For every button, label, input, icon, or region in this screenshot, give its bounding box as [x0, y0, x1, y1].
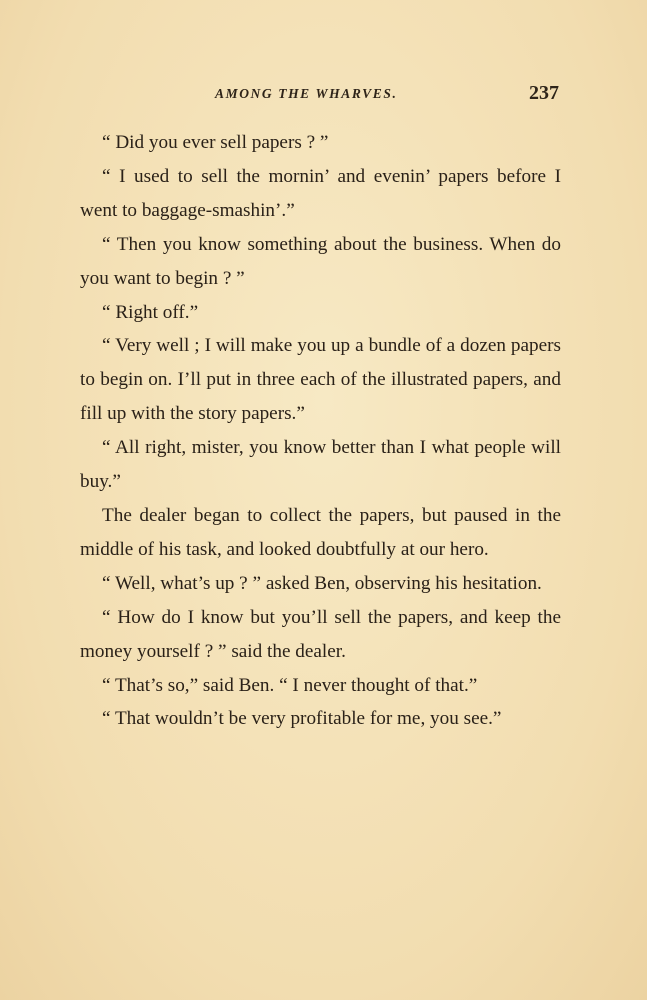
paragraph: “ Did you ever sell papers ? ”	[102, 132, 329, 153]
paragraph: “ Well, what’s up ? ” asked Ben, observing his hesitation.	[102, 572, 542, 594]
body-text	[80, 126, 561, 736]
page-number: 237	[529, 82, 559, 104]
paragraph: “ Very well ; I will make you up a bundle of a dozen papers to begin on. I’ll put in three each of the illustrated papers, and fill up with the story papers.”	[80, 335, 561, 425]
paragraph: “ Then you know something about the business. When do you want to begin ? ”	[80, 233, 561, 289]
running-head: AMONG THE WHARVES.	[215, 86, 398, 101]
page-header	[0, 84, 647, 108]
paragraph: “ How do I know but you’ll sell the papers, and keep the money yourself ? ” said the dealer.	[80, 606, 561, 662]
paragraph: “ That’s so,” said Ben. “ I never thought of that.”	[102, 674, 478, 696]
paragraph: “ All right, mister, you know better than I what people will buy.”	[80, 437, 561, 493]
paragraph: “ That wouldn’t be very profitable for me, you see.”	[102, 708, 502, 730]
paragraph: The dealer began to collect the papers, but paused in the middle of his task, and looked doubtfully at our hero.	[80, 504, 561, 560]
paragraph: “ Right off.”	[102, 301, 199, 323]
paragraph: “ I used to sell the mornin’ and evenin’ papers before I went to baggage-smashin’.”	[80, 165, 561, 221]
